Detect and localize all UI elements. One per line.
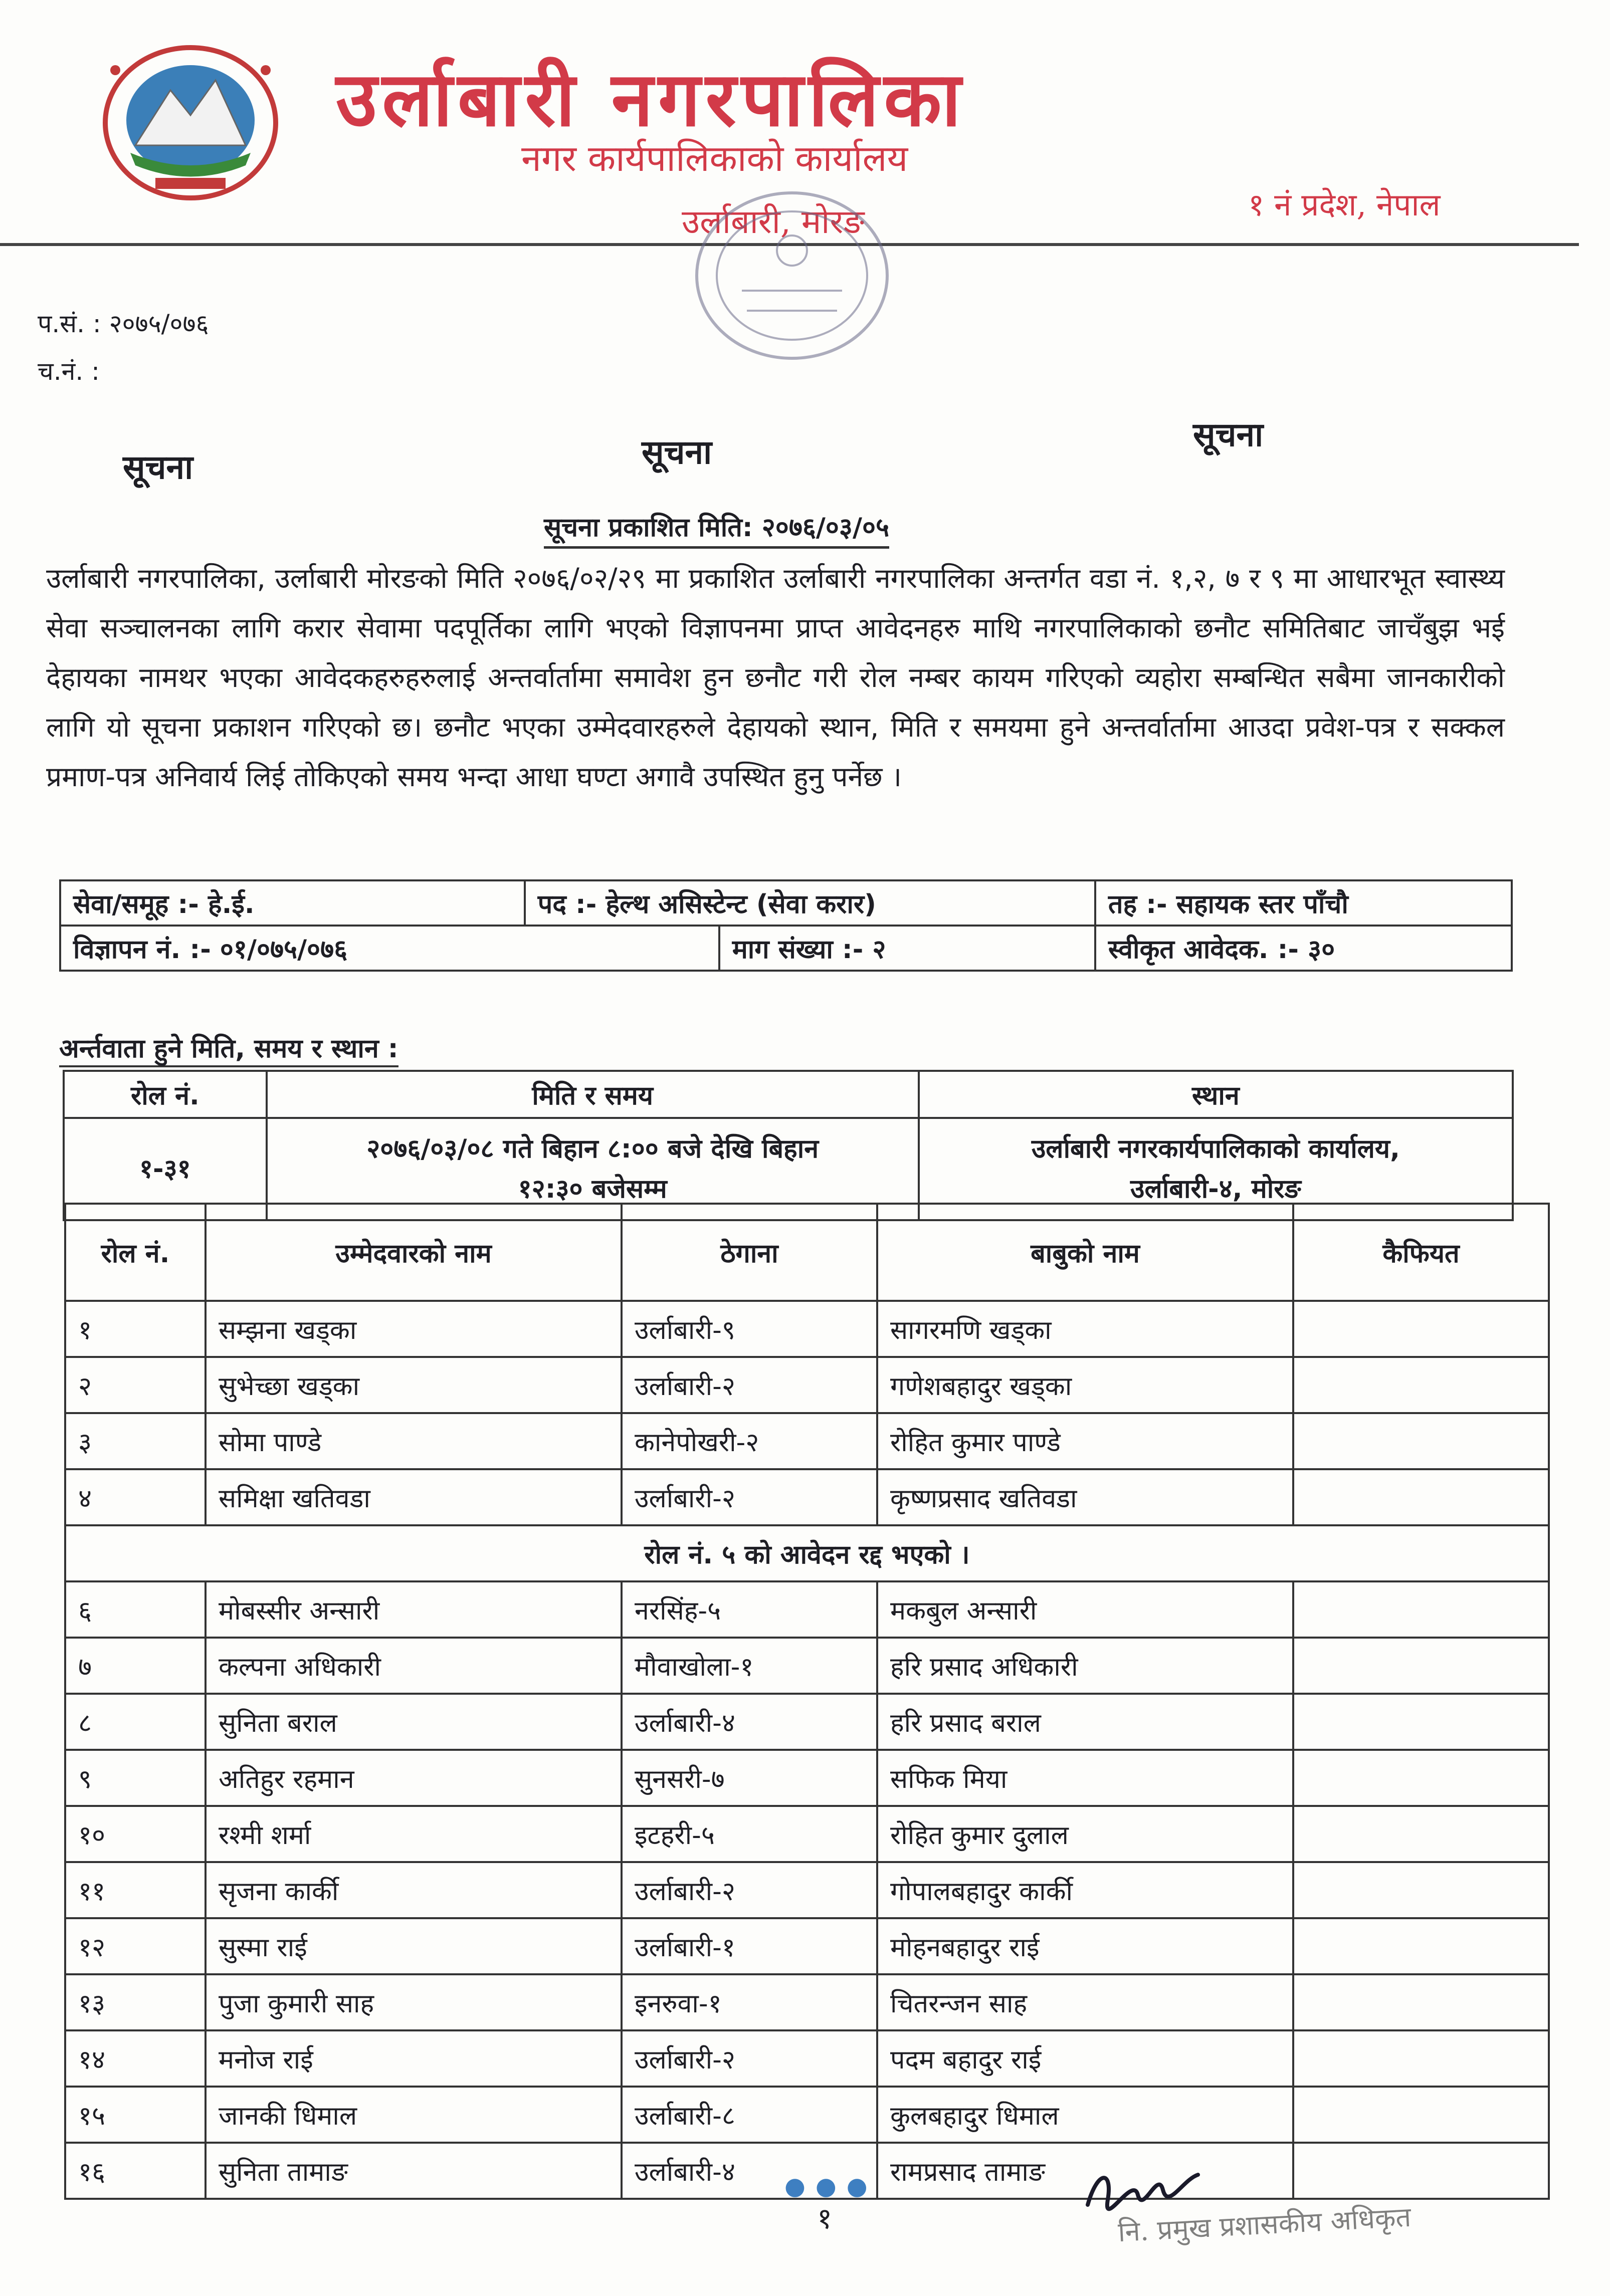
candidate-name-cell: अतिहुर रहमान [206,1750,622,1806]
post-cell: पद :- हेल्थ असिस्टेन्ट (सेवा करार) [525,880,1095,926]
interview-schedule-table [63,1070,1514,1221]
notice-heading-right: सूचना [1193,415,1264,454]
ad-number-cell: विज्ञापन नं. :- ०१/०७५/०७६ [60,926,719,971]
table-row [65,1974,1549,2030]
father-name-cell: हरि प्रसाद बराल [877,1694,1293,1750]
father-name-cell: मोहनबहादुर राई [877,1918,1293,1974]
interview-venue-line2: उर्लाबारी-४, मोरङ [1130,1174,1301,1204]
officer-title: नि. प्रमुख प्रशासकीय अधिकृत [1117,2201,1412,2248]
interview-venue-line1: उर्लाबारी नगरकार्यपालिकाको कार्यालय, [1031,1134,1400,1164]
candidate-list-table [64,1203,1550,2200]
table-row [65,2087,1549,2143]
remarks-cell [1293,1357,1549,1413]
table-row [65,1469,1549,1525]
remarks-cell [1293,1413,1549,1469]
continuation-dots-icon: ●●● [784,2172,878,2200]
candidate-rows-group-a [65,1301,1549,1525]
table-row [65,1357,1549,1413]
father-name-cell: हरि प्रसाद अधिकारी [877,1638,1293,1694]
candidate-name-cell: पुजा कुमारी साह [206,1974,622,2030]
table-row [65,1806,1549,1862]
roll-number-cell: ४ [65,1469,206,1525]
address-cell: नरसिंह-५ [622,1581,877,1638]
address-cell: उर्लाबारी-२ [622,1862,877,1918]
candidate-name-cell: सुभेच्छा खड्का [206,1357,622,1413]
cancel-note-row [65,1525,1549,1581]
candidate-name-cell: सुस्मा राई [206,1918,622,1974]
table-row [65,1413,1549,1469]
roll-number-cell: १३ [65,1974,206,2030]
father-name-cell: पदम बहादुर राई [877,2030,1293,2087]
col-candidate-name: उम्मेदवारको नाम [206,1204,622,1301]
remarks-cell [1293,1469,1549,1525]
candidate-name-cell: समिक्षा खतिवडा [206,1469,622,1525]
remarks-cell [1293,1638,1549,1694]
publication-date: सूचना प्रकाशित मिति: २०७६/०३/०५ [544,509,889,549]
col-father-name: बाबुको नाम [877,1204,1293,1301]
remarks-cell [1293,1581,1549,1638]
candidate-name-cell: मनोज राई [206,2030,622,2087]
roll-number-cell: १४ [65,2030,206,2087]
father-name-cell: सफिक मिया [877,1750,1293,1806]
letter-number: प.सं. : २०७५/०७६ [38,309,209,338]
roll-number-cell: १६ [65,2143,206,2199]
notice-heading-left: सूचना [123,448,193,487]
roll-number-cell: १२ [65,1918,206,1974]
office-stamp-icon [687,180,897,371]
candidate-name-cell: मोबस्सीर अन्सारी [206,1581,622,1638]
post-info-table [59,879,1513,972]
table-row [65,1638,1549,1694]
address-cell: कानेपोखरी-२ [622,1413,877,1469]
candidate-name-cell: कल्पना अधिकारी [206,1638,622,1694]
address-cell: उर्लाबारी-१ [622,1918,877,1974]
candidate-name-cell: सुनिता तामाङ [206,2143,622,2199]
father-name-cell: कुलबहादुर धिमाल [877,2087,1293,2143]
interview-heading: अर्न्तवाता हुने मिति, समय र स्थान : [59,1030,398,1067]
municipality-name: उर्लाबारी नगरपालिका [336,55,966,143]
remarks-cell [1293,1806,1549,1862]
interview-header-row [64,1071,1513,1118]
father-name-cell: गोपालबहादुर कार्की [877,1862,1293,1918]
roll-number-cell: १५ [65,2087,206,2143]
address-cell: उर्लाबारी-२ [622,1469,877,1525]
office-name: नगर कार्यपालिकाको कार्यालय [521,137,908,179]
interview-col-datetime: मिति र समय [267,1071,919,1118]
remarks-cell [1293,2143,1549,2199]
roll-number-cell: ११ [65,1862,206,1918]
demand-count-cell: माग संख्या :- २ [719,926,1095,971]
roll-number-cell: ६ [65,1581,206,1638]
col-remarks: कैफियत [1293,1204,1549,1301]
father-name-cell: सागरमणि खड्का [877,1301,1293,1357]
office-city: उर्लाबारी, मोरङ [682,202,865,241]
table-row [65,2030,1549,2087]
level-cell: तह :- सहायक स्तर पाँचौ [1095,880,1512,926]
roll-number-cell: २ [65,1357,206,1413]
table-row [65,1581,1549,1638]
candidate-rows-group-b [65,1581,1549,2199]
interview-roll-range: १-३१ [64,1118,267,1220]
col-address: ठेगाना [622,1204,877,1301]
address-cell: इनरुवा-१ [622,1974,877,2030]
father-name-cell: रोहित कुमार पाण्डे [877,1413,1293,1469]
col-roll-number: रोल नं. [65,1204,206,1301]
roll-number-cell: ७ [65,1638,206,1694]
father-name-cell: गणेशबहादुर खड्का [877,1357,1293,1413]
dispatch-number: च.नं. : [38,357,100,386]
remarks-cell [1293,1694,1549,1750]
father-name-cell: कृष्णप्रसाद खतिवडा [877,1469,1293,1525]
roll-number-cell: १ [65,1301,206,1357]
table-row [65,1918,1549,1974]
roll-number-cell: ३ [65,1413,206,1469]
table-row [65,1301,1549,1357]
interview-datetime-line1: २०७६/०३/०८ गते बिहान ८:०० बजे देखि बिहान [366,1134,819,1164]
father-name-cell: चितरन्जन साह [877,1974,1293,2030]
nepal-emblem-logo [95,35,286,205]
remarks-cell [1293,2030,1549,2087]
province-label: १ नं प्रदेश, नेपाल [1248,186,1441,223]
table-row [65,1750,1549,1806]
address-cell: उर्लाबारी-९ [622,1301,877,1357]
remarks-cell [1293,1862,1549,1918]
interview-datetime-line2: १२:३० बजेसम्म [518,1174,667,1204]
candidate-name-cell: सुनिता बराल [206,1694,622,1750]
father-name-cell: रामप्रसाद तामाङ [877,2143,1293,2199]
interview-col-venue: स्थान [919,1071,1513,1118]
notice-heading-center: सूचना [642,433,712,472]
address-cell: उर्लाबारी-८ [622,2087,877,2143]
roll-number-cell: ८ [65,1694,206,1750]
address-cell: उर्लाबारी-२ [622,1357,877,1413]
remarks-cell [1293,1301,1549,1357]
table-row [65,1862,1549,1918]
address-cell: सुनसरी-७ [622,1750,877,1806]
candidate-name-cell: जानकी धिमाल [206,2087,622,2143]
page-number: १ [817,2201,833,2235]
table-row [65,1694,1549,1750]
candidate-name-cell: सम्झना खड्का [206,1301,622,1357]
father-name-cell: मकबुल अन्सारी [877,1581,1293,1638]
father-name-cell: रोहित कुमार दुलाल [877,1806,1293,1862]
address-cell: उर्लाबारी-४ [622,1694,877,1750]
notice-body-paragraph: उर्लाबारी नगरपालिका, उर्लाबारी मोरङको मिति २०७६/०२/२९ मा प्रकाशित उर्लाबारी नगरपालिका अन्तर्गत वडा नं. १,२, ७ र ९ मा आधारभूत स्वास्थ्य सेवा सञ्चालनका लागि करार सेवामा पदपूर्तिका लागि भएको विज्ञापनमा प्राप्त आवेदनहरु माथि नगरपालिकाको छनौट समितिबाट जाचँबुझ भई देहायका नामथर भएका आवेदकहरुहरुलाई अन्तर्वार्तामा समावेश हुन छनौट गरी रोल नम्बर कायम गरिएको व्यहोरा सम्बन्धित सबैमा जानकारीको लागि यो सूचना प्रकाशन गरिएको छ। छनौट भएका उम्मेदवारहरुले देहायको स्थान, मिति र समयमा हुने अन्तर्वार्तामा आउदा प्रवेश-पत्र र सक्कल प्रमाण-पत्र अनिवार्य लिई तोकिएको समय भन्दा आधा घण्टा अगावै उपस्थित हुनु पर्नेछ । [46,562,1505,793]
cancel-note: रोल नं. ५ को आवेदन रद्द भएको । [65,1525,1549,1581]
roll-number-cell: १० [65,1806,206,1862]
candidate-header-row [65,1204,1549,1301]
remarks-cell [1293,2087,1549,2143]
service-group-cell: सेवा/समूह :- हे.ई. [60,880,525,926]
remarks-cell [1293,1750,1549,1806]
candidate-name-cell: सृजना कार्की [206,1862,622,1918]
remarks-cell [1293,1974,1549,2030]
candidate-name-cell: सोमा पाण्डे [206,1413,622,1469]
roll-number-cell: ९ [65,1750,206,1806]
candidate-name-cell: रश्मी शर्मा [206,1806,622,1862]
address-cell: उर्लाबारी-४ [622,2143,877,2199]
post-info-row-2 [60,926,1512,971]
interview-col-roll: रोल नं. [64,1071,267,1118]
accepted-applicants-cell: स्वीकृत आवेदक. :- ३० [1095,926,1512,971]
address-cell: इटहरी-५ [622,1806,877,1862]
remarks-cell [1293,1918,1549,1974]
address-cell: उर्लाबारी-२ [622,2030,877,2087]
post-info-row-1 [60,880,1512,926]
address-cell: मौवाखोला-१ [622,1638,877,1694]
